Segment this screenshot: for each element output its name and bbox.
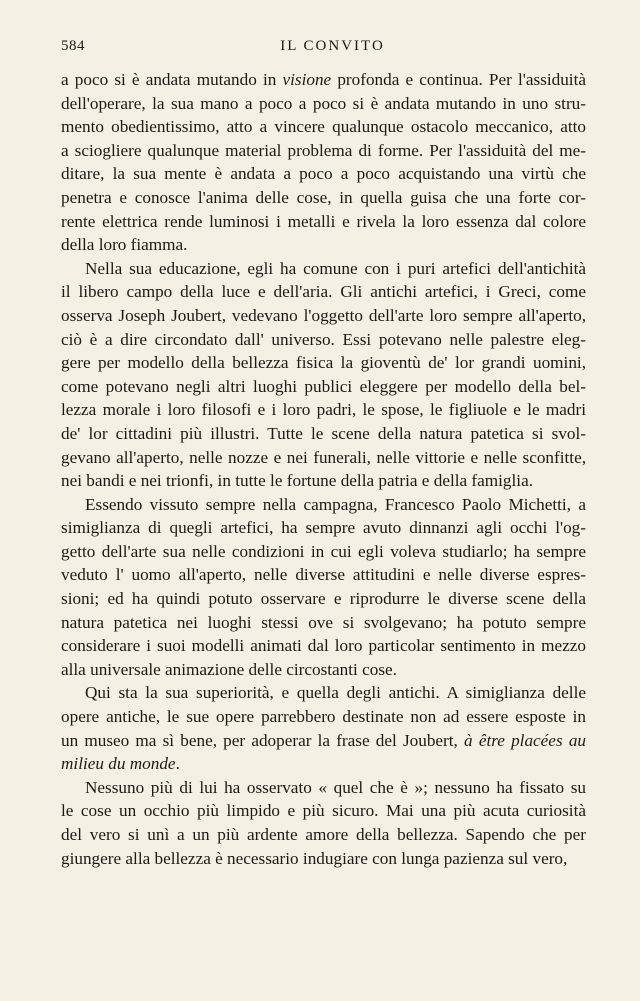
italic-phrase: à être placées au: [464, 730, 587, 750]
text-line: penetra e conosce l'anima delle cose, in quella guisa che una forte cor-: [61, 187, 586, 207]
text-line: lezza morale i loro filosofi e i loro padri, le spose, le figliuole e le madri: [61, 400, 586, 420]
text-line: getto dell'arte sua nelle condizioni in cui egli voleva studiarlo; ha sempre: [61, 541, 586, 561]
text-line: del vero si unì a un più ardente amore della bellezza. Sapendo che per: [61, 825, 586, 844]
text-line: [61, 752, 586, 776]
page-header: [61, 38, 586, 60]
line-text: a poco si è andata mutando in: [61, 70, 283, 89]
body-text: [61, 68, 586, 870]
text-line: Essendo vissuto sempre nella campagna, Francesco Paolo Michetti, a: [85, 494, 586, 514]
text-line: considerare i suoi modelli animati dal loro particolar sentimento in mezzo: [61, 636, 586, 656]
italic-phrase: milieu du monde: [61, 754, 176, 774]
text-line: rente elettrica rende luminosi i metalli e rivela la loro essenza dal colore: [61, 211, 586, 231]
text-line: Qui sta la sua superiorità, e quella degli antichi. A simiglianza delle: [85, 683, 586, 703]
paragraph: [61, 493, 586, 682]
text-line: natura patetica nei luoghi stessi ove si svolgevano; ha potuto sempre: [61, 612, 586, 632]
paragraph: [61, 68, 586, 257]
text-line: mento obedientissimo, atto a vincere qualunque ostacolo meccanico, atto: [61, 117, 586, 137]
text-line: alla universale animazione delle circostanti cose.: [61, 659, 397, 679]
page-number: 584: [61, 38, 85, 54]
text-line: [61, 68, 586, 92]
line-text: un museo ma sì bene, per adoperar la frase del Joubert,: [61, 730, 465, 750]
italic-phrase: visione: [282, 70, 332, 89]
text-line: de' lor cittadini più illustri. Tutte le scene della natura patetica si svol-: [61, 423, 586, 443]
text-line: ditare, la sua mente è andata a poco a poco acquistando una virtù che: [61, 164, 586, 184]
text-line: Nella sua educazione, egli ha comune con i puri artefici dell'antichità: [85, 258, 586, 278]
text-line: veduto l' uomo all'aperto, nelle diverse attitudini e nelle diverse espres-: [61, 565, 586, 585]
paragraph: [61, 681, 586, 775]
text-line: le cose un occhio più limpido e più sicuro. Mai una più acuta curiosità: [61, 801, 586, 821]
text-line: il libero campo della luce e dell'aria. Gli antichi artefici, i Greci, come: [61, 282, 586, 302]
text-line: della loro fiamma.: [61, 235, 188, 255]
text-line: dell'operare, la sua mano a poco a poco si è andata mutando in uno stru-: [61, 93, 586, 113]
text-line: osserva Joseph Joubert, vedevano l'oggetto dell'arte loro sempre all'aperto,: [61, 305, 586, 325]
text-line: come potevano negli altri luoghi publici eleggere per modello della bel-: [61, 376, 586, 396]
text-line: [61, 729, 586, 753]
text-line: opere antiche, le sue opere parrebbero destinate non ad essere esposte in: [61, 707, 586, 727]
text-line: giungere alla bellezza è necessario indugiare con lunga pazienza sul vero,: [61, 848, 568, 868]
line-text: profonda e continua. Per l'assiduità: [331, 70, 586, 89]
text-line: sioni; ed ha quindi potuto osservare e riprodurre le diverse scene della: [61, 589, 586, 609]
running-title: IL CONVITO: [280, 38, 385, 54]
text-line: simiglianza di quegli artefici, ha sempre avuto dinnanzi agli occhi l'og-: [61, 518, 586, 538]
paragraph: [61, 776, 586, 870]
text-line: Nessuno più di lui ha osservato « quel che è »; nessuno ha fissato su: [85, 777, 586, 797]
text-line: gevano all'aperto, nelle nozze e nei funerali, nelle vittorie e nelle sconfitte,: [61, 447, 586, 467]
line-text: .: [175, 754, 180, 774]
text-line: nei bandi e nei trionfi, in tutte le fortune della patria e della famiglia.: [61, 471, 534, 491]
paragraph: [61, 257, 586, 493]
text-line: ciò è a dire circondato dall' universo. Essi potevano nelle palestre eleg-: [61, 329, 586, 349]
text-line: a sciogliere qualunque material problema di forme. Per l'assiduità del me-: [61, 140, 586, 160]
text-line: gere per modello della bellezza fisica la gioventù de' lor grandi uomini,: [61, 353, 586, 373]
